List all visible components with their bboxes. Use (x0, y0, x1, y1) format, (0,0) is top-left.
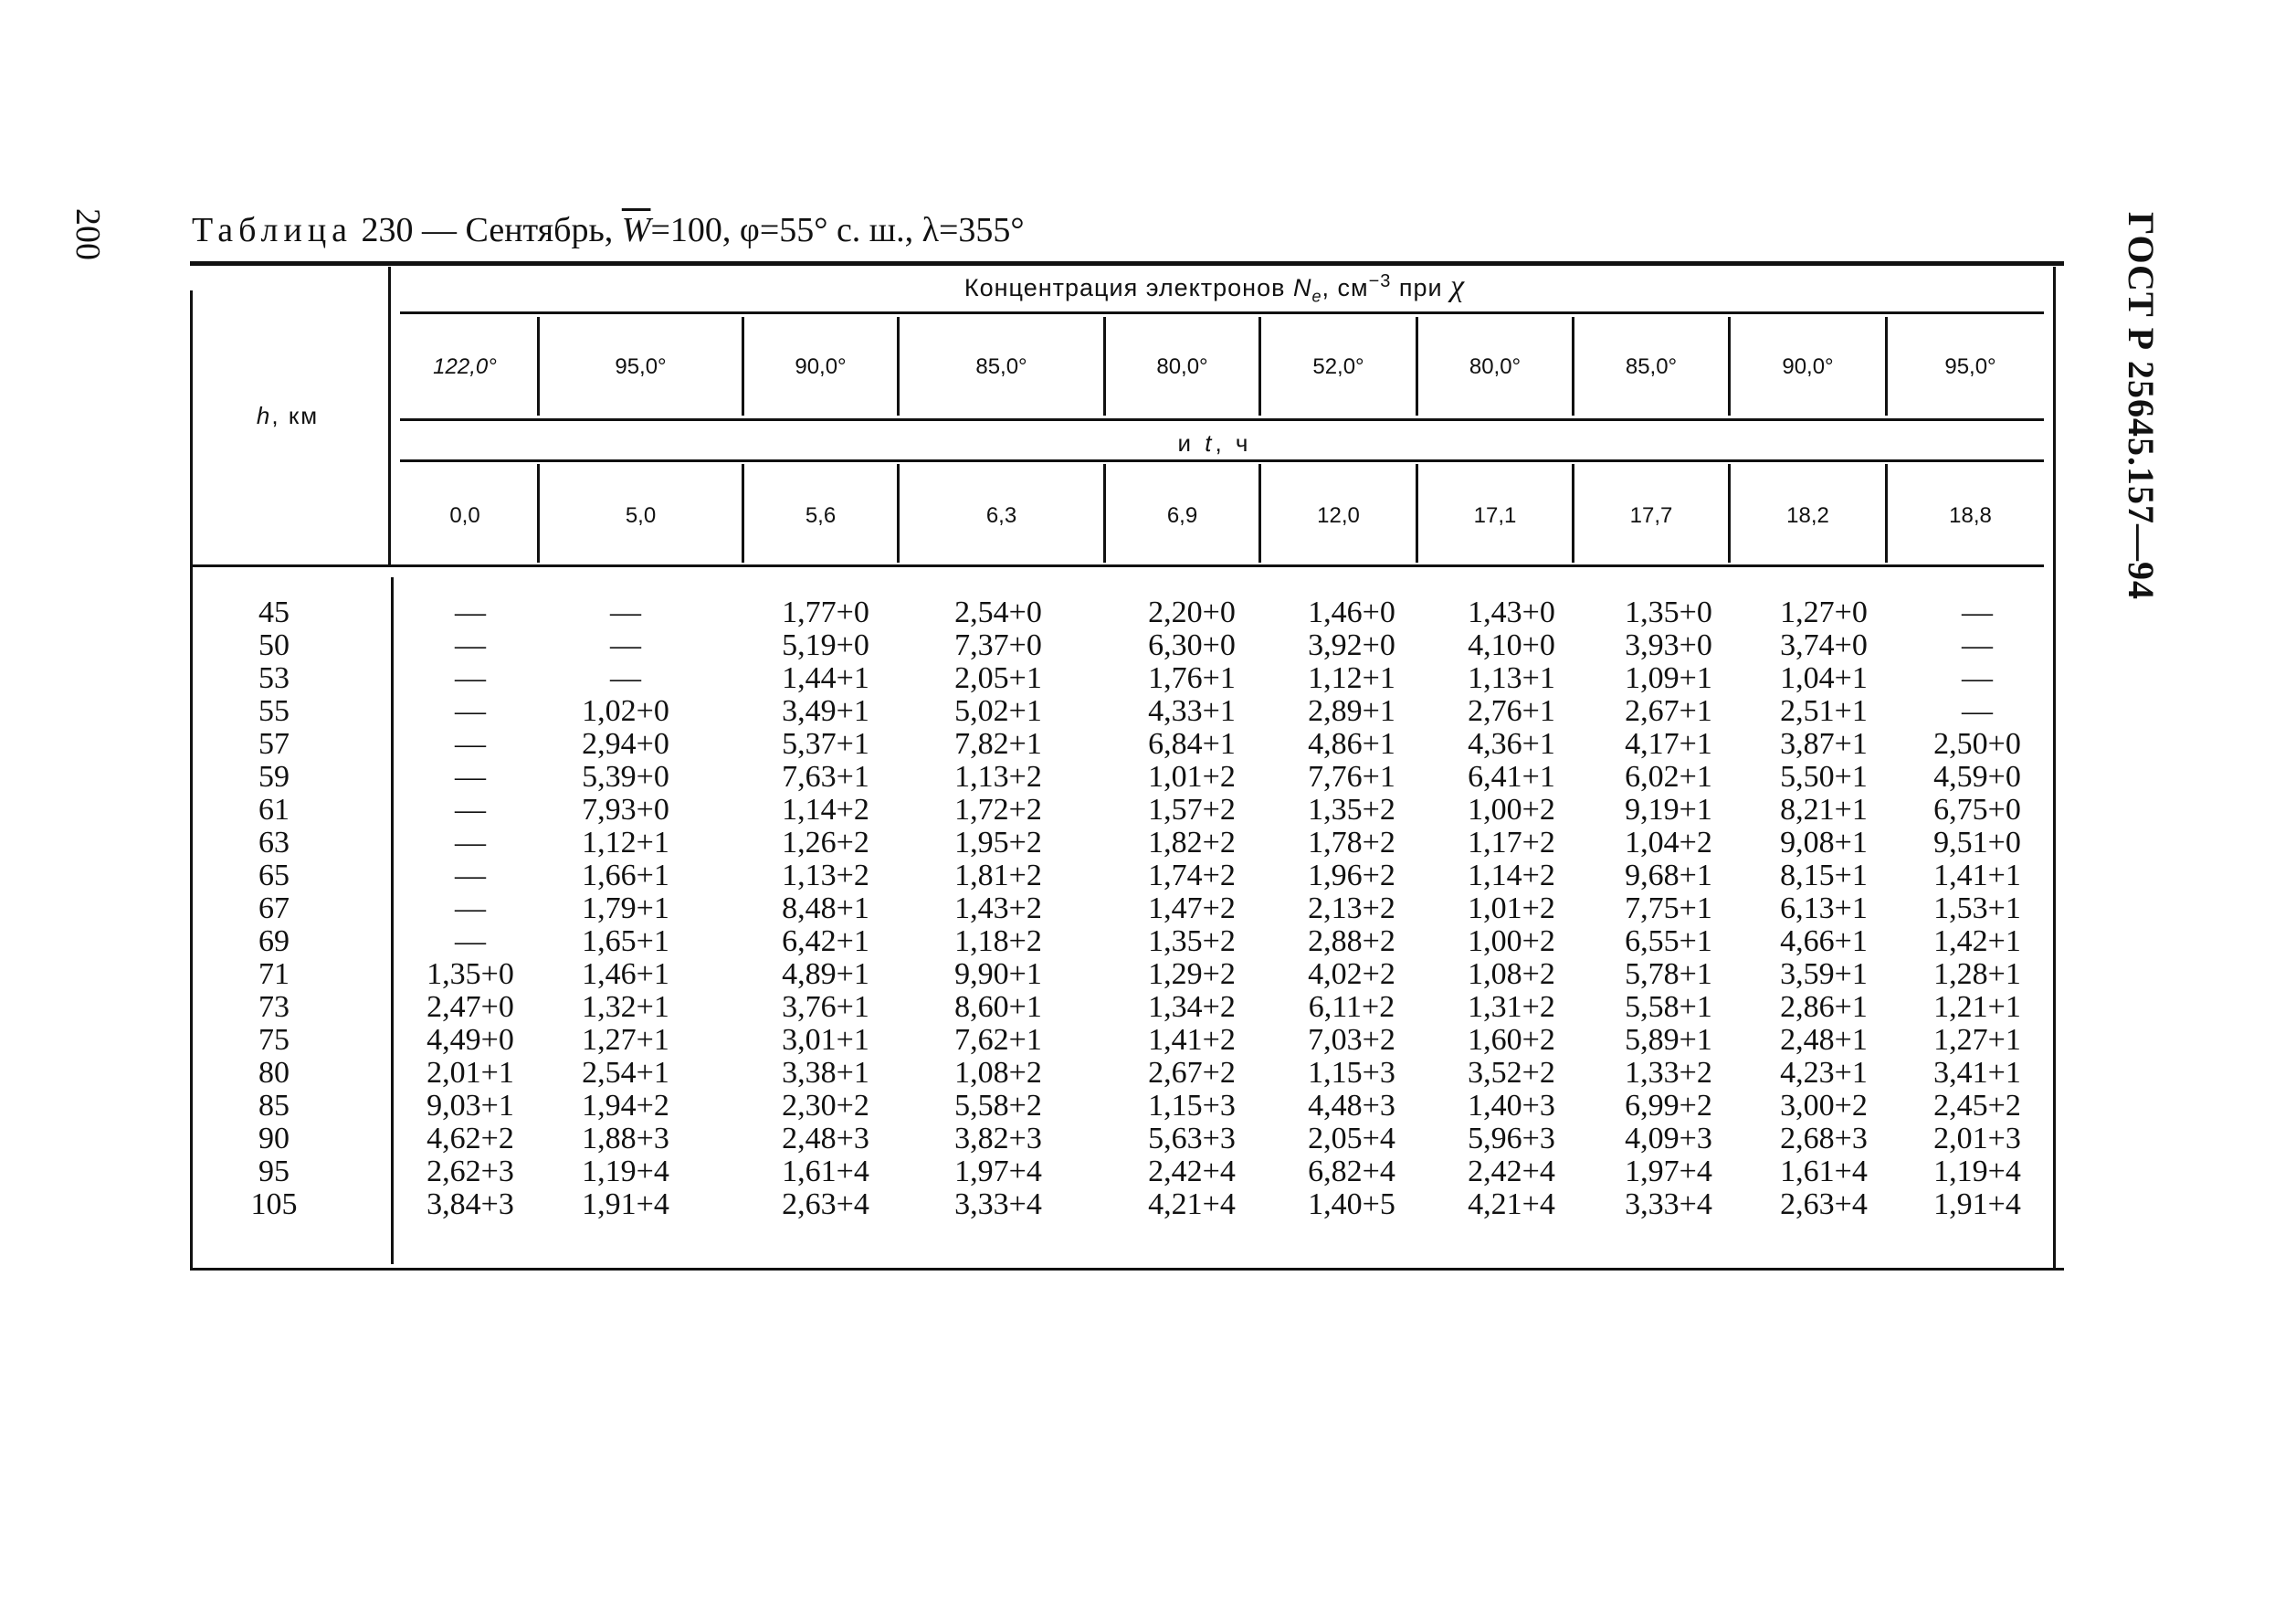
height-cell: 59 (258, 760, 290, 794)
height-cell: 63 (258, 826, 290, 859)
table-cell: 2,01+3 (1933, 1122, 2021, 1155)
table-cell: 1,31+2 (1468, 990, 1555, 1024)
table-cell: 2,54+1 (582, 1056, 669, 1090)
table-cell: 2,50+0 (1933, 727, 2021, 761)
table-cell: 1,01+2 (1468, 891, 1555, 925)
table-cell: 2,67+1 (1625, 694, 1712, 728)
height-cell: 53 (258, 661, 290, 695)
table-cell: 4,21+4 (1468, 1187, 1555, 1221)
table-cell: 3,82+3 (954, 1122, 1042, 1155)
table-cell: 1,79+1 (582, 891, 669, 925)
table-cell: — (455, 596, 486, 629)
table-cell: 1,43+0 (1468, 596, 1555, 629)
table-cell: 2,13+2 (1308, 891, 1395, 925)
table-cell: 3,59+1 (1780, 957, 1868, 991)
data-column (1909, 596, 2046, 1221)
table-cell: 6,82+4 (1308, 1155, 1395, 1188)
table-cell: 1,21+1 (1933, 990, 2021, 1024)
chi-header: 90,0° (1782, 354, 1834, 379)
table-cell: — (610, 661, 641, 695)
header-ne-sub: e (1311, 287, 1322, 306)
table-cell: 6,55+1 (1625, 924, 1712, 958)
table-cell: 8,15+1 (1780, 859, 1868, 892)
header-time-prefix: и (1177, 429, 1206, 457)
table-cell: 1,19+4 (1933, 1155, 2021, 1188)
height-column (228, 596, 320, 1221)
table-cell: 1,72+2 (954, 793, 1042, 827)
height-cell: 71 (258, 957, 290, 991)
height-cell: 85 (258, 1089, 290, 1123)
table-cell: 1,44+1 (782, 661, 869, 695)
table-cell: 1,47+2 (1148, 891, 1236, 925)
table-cell: 1,66+1 (582, 859, 669, 892)
table-cell: 1,14+2 (1468, 859, 1555, 892)
table-cell: — (455, 891, 486, 925)
table-cell: 1,26+2 (782, 826, 869, 859)
table-cell: 2,47+0 (426, 990, 514, 1024)
table-cell: 1,77+0 (782, 596, 869, 629)
data-column (1755, 596, 1892, 1221)
table-cell: 1,12+1 (1308, 661, 1395, 695)
table-cell: 5,58+1 (1625, 990, 1712, 1024)
table-cell: 4,59+0 (1933, 760, 2021, 794)
table-cell: 5,50+1 (1780, 760, 1868, 794)
table-top-rule (190, 261, 2064, 266)
table-cell: 3,74+0 (1780, 628, 1868, 662)
header-rule-3 (400, 459, 2044, 462)
header-rule-2 (400, 418, 2044, 421)
table-cell: 4,36+1 (1468, 727, 1555, 761)
table-cell: 1,04+2 (1625, 826, 1712, 859)
table-cell: 6,13+1 (1780, 891, 1868, 925)
header-time-unit: , ч (1215, 429, 1252, 457)
table-cell: 2,51+1 (1780, 694, 1868, 728)
table-cell: 1,82+2 (1148, 826, 1236, 859)
header-chi: χ (1450, 269, 1466, 303)
table-cell: 3,38+1 (782, 1056, 869, 1090)
table-cell: — (455, 727, 486, 761)
height-cell: 90 (258, 1122, 290, 1155)
chi-header: 85,0° (1625, 354, 1678, 379)
height-cell: 73 (258, 990, 290, 1024)
table-cell: 7,82+1 (954, 727, 1042, 761)
height-cell: 67 (258, 891, 290, 925)
table-cell: 2,68+3 (1780, 1122, 1868, 1155)
time-header: 0,0 (449, 503, 480, 528)
table-cell: 1,74+2 (1148, 859, 1236, 892)
table-cell: 9,19+1 (1625, 793, 1712, 827)
header-ne: N (1292, 274, 1312, 301)
table-cell: 1,94+2 (582, 1089, 669, 1123)
table-cell: 5,39+0 (582, 760, 669, 794)
table-cell: 1,34+2 (1148, 990, 1236, 1024)
table-cell: 7,62+1 (954, 1023, 1042, 1057)
table-cell: 1,43+2 (954, 891, 1042, 925)
height-cell: 45 (258, 596, 290, 629)
table-cell: 9,68+1 (1625, 859, 1712, 892)
table-cell: 4,62+2 (426, 1122, 514, 1155)
data-column (402, 596, 539, 1221)
table-cell: 7,93+0 (582, 793, 669, 827)
table-cell: 5,37+1 (782, 727, 869, 761)
table-cell: 1,61+4 (1780, 1155, 1868, 1188)
table-cell: — (455, 793, 486, 827)
table-cell: 1,76+1 (1148, 661, 1236, 695)
table-cell: 6,11+2 (1308, 990, 1395, 1024)
table-cell: 4,23+1 (1780, 1056, 1868, 1090)
height-cell: 57 (258, 727, 290, 761)
table-cell: 4,21+4 (1148, 1187, 1236, 1221)
data-column (1283, 596, 1420, 1221)
time-header: 5,6 (805, 503, 837, 528)
table-cell: 1,65+1 (582, 924, 669, 958)
header-main-text: Концентрация электронов (963, 274, 1293, 301)
data-column (557, 596, 694, 1221)
height-cell: 50 (258, 628, 290, 662)
table-cell: 1,61+4 (782, 1155, 869, 1188)
table-cell: 6,30+0 (1148, 628, 1236, 662)
h-column-divider-body (391, 577, 394, 1264)
table-bottom-rule (190, 1268, 2064, 1271)
table-cell: 2,54+0 (954, 596, 1042, 629)
table-right-border (2053, 267, 2056, 1270)
table-cell: 1,91+4 (582, 1187, 669, 1221)
table-cell: 1,29+2 (1148, 957, 1236, 991)
table-cell: — (1962, 661, 1993, 695)
header-concentration (393, 269, 2037, 306)
table-cell: 3,00+2 (1780, 1089, 1868, 1123)
table-cell: 2,42+4 (1148, 1155, 1236, 1188)
table-cell: 8,48+1 (782, 891, 869, 925)
table-cell: 3,93+0 (1625, 628, 1712, 662)
height-cell: 55 (258, 694, 290, 728)
table-cell: 1,88+3 (582, 1122, 669, 1155)
time-header: 18,8 (1949, 503, 1992, 528)
table-cell: 4,49+0 (426, 1023, 514, 1057)
table-cell: 7,75+1 (1625, 891, 1712, 925)
table-cell: 2,05+1 (954, 661, 1042, 695)
table-cell: 6,84+1 (1148, 727, 1236, 761)
height-cell: 61 (258, 793, 290, 827)
table-cell: 1,46+1 (582, 957, 669, 991)
table-cell: 1,08+2 (954, 1056, 1042, 1090)
chi-header: 95,0° (1944, 354, 1996, 379)
table-cell: 1,12+1 (582, 826, 669, 859)
table-cell: 4,89+1 (782, 957, 869, 991)
data-column (930, 596, 1067, 1221)
table-cell: 1,46+0 (1308, 596, 1395, 629)
table-cell: 7,76+1 (1308, 760, 1395, 794)
table-cell: 6,75+0 (1933, 793, 2021, 827)
table-cell: — (455, 760, 486, 794)
table-cell: 1,17+2 (1468, 826, 1555, 859)
table-cell: 1,35+2 (1308, 793, 1395, 827)
table-cell: 6,02+1 (1625, 760, 1712, 794)
table-cell: 1,97+4 (954, 1155, 1042, 1188)
header-h-var: h (256, 402, 272, 429)
time-header: 6,3 (985, 503, 1017, 528)
table-cell: 2,48+3 (782, 1122, 869, 1155)
table-cell: 7,03+2 (1308, 1023, 1395, 1057)
table-cell: — (610, 628, 641, 662)
chi-header: 85,0° (975, 354, 1027, 379)
chi-header: 52,0° (1312, 354, 1364, 379)
table-cell: 2,30+2 (782, 1089, 869, 1123)
table-cell: 2,05+4 (1308, 1122, 1395, 1155)
table-cell: 1,78+2 (1308, 826, 1395, 859)
table-cell: 1,91+4 (1933, 1187, 2021, 1221)
height-cell: 75 (258, 1023, 290, 1057)
table-cell: 5,89+1 (1625, 1023, 1712, 1057)
table-cell: 3,41+1 (1933, 1056, 2021, 1090)
chi-header: 122,0° (433, 354, 497, 379)
header-bottom-rule (190, 564, 2044, 567)
table-cell: 6,41+1 (1468, 760, 1555, 794)
data-column (757, 596, 894, 1221)
table-cell: 3,76+1 (782, 990, 869, 1024)
chi-header: 95,0° (615, 354, 667, 379)
table-cell: 1,15+3 (1148, 1089, 1236, 1123)
chi-header: 80,0° (1469, 354, 1522, 379)
table-cell: 4,09+3 (1625, 1122, 1712, 1155)
table-cell: 1,02+0 (582, 694, 669, 728)
table-cell: 7,37+0 (954, 628, 1042, 662)
table-cell: 9,51+0 (1933, 826, 2021, 859)
table-left-border (190, 290, 193, 1270)
time-header: 6,9 (1166, 503, 1198, 528)
table-cell: — (455, 859, 486, 892)
data-column (1443, 596, 1580, 1221)
table-cell: 4,02+2 (1308, 957, 1395, 991)
header-time (393, 429, 2037, 458)
header-unit-sup: −3 (1368, 271, 1392, 291)
table-cell: 1,41+1 (1933, 859, 2021, 892)
table-cell: — (455, 826, 486, 859)
table-cell: — (455, 694, 486, 728)
table-cell: — (455, 661, 486, 695)
table-cell: — (455, 628, 486, 662)
table-cell: 4,66+1 (1780, 924, 1868, 958)
table-cell: 1,28+1 (1933, 957, 2021, 991)
table-cell: 1,42+1 (1933, 924, 2021, 958)
table-caption (192, 210, 1025, 250)
caption-label: Таблица (192, 211, 353, 249)
table-cell: 2,94+0 (582, 727, 669, 761)
table-cell: 1,35+0 (1625, 596, 1712, 629)
table-cell: 1,27+1 (582, 1023, 669, 1057)
table-cell: 5,02+1 (954, 694, 1042, 728)
table-cell: 1,32+1 (582, 990, 669, 1024)
time-header: 12,0 (1317, 503, 1360, 528)
table-cell: 1,13+1 (1468, 661, 1555, 695)
header-time-var: t (1205, 429, 1216, 457)
table-cell: 2,01+1 (426, 1056, 514, 1090)
header-pri: при (1391, 274, 1451, 301)
table-cell: 3,49+1 (782, 694, 869, 728)
table-cell: 5,63+3 (1148, 1122, 1236, 1155)
table-cell: 4,86+1 (1308, 727, 1395, 761)
height-cell: 105 (250, 1187, 298, 1221)
table-cell: 2,42+4 (1468, 1155, 1555, 1188)
document-code: ГОСТ Р 25645.157—94 (2121, 212, 2162, 601)
table-cell: 1,13+2 (954, 760, 1042, 794)
table-cell: 6,99+2 (1625, 1089, 1712, 1123)
table-cell: 3,01+1 (782, 1023, 869, 1057)
table-cell: 8,60+1 (954, 990, 1042, 1024)
table-cell: 1,60+2 (1468, 1023, 1555, 1057)
table-cell: 1,57+2 (1148, 793, 1236, 827)
header-unit: , см (1322, 274, 1369, 301)
table-cell: 1,81+2 (954, 859, 1042, 892)
height-cell: 65 (258, 859, 290, 892)
table-cell: 1,19+4 (582, 1155, 669, 1188)
table-cell: 1,41+2 (1148, 1023, 1236, 1057)
table-cell: 9,90+1 (954, 957, 1042, 991)
table-cell: 9,08+1 (1780, 826, 1868, 859)
table-cell: 1,00+2 (1468, 924, 1555, 958)
table-cell: 3,84+3 (426, 1187, 514, 1221)
table-cell: 1,35+0 (426, 957, 514, 991)
table-cell: 3,33+4 (1625, 1187, 1712, 1221)
chi-header: 80,0° (1156, 354, 1208, 379)
table-cell: 1,40+5 (1308, 1187, 1395, 1221)
table-cell: — (455, 924, 486, 958)
table-cell: 2,76+1 (1468, 694, 1555, 728)
table-cell: 4,48+3 (1308, 1089, 1395, 1123)
table-cell: 2,45+2 (1933, 1089, 2021, 1123)
table-cell: 2,48+1 (1780, 1023, 1868, 1057)
time-header: 17,1 (1473, 503, 1517, 528)
height-cell: 95 (258, 1155, 290, 1188)
table-cell: 7,63+1 (782, 760, 869, 794)
table-cell: — (1962, 628, 1993, 662)
table-cell: 1,09+1 (1625, 661, 1712, 695)
table-cell: 2,86+1 (1780, 990, 1868, 1024)
table-cell: 5,96+3 (1468, 1122, 1555, 1155)
page-number: 200 (68, 208, 107, 260)
table-cell: 1,14+2 (782, 793, 869, 827)
table-cell: 1,96+2 (1308, 859, 1395, 892)
caption-number: 230 (361, 211, 414, 249)
table-cell: 1,01+2 (1148, 760, 1236, 794)
time-header: 5,0 (625, 503, 657, 528)
time-header: 17,7 (1629, 503, 1673, 528)
table-cell: — (610, 596, 641, 629)
table-cell: 1,40+3 (1468, 1089, 1555, 1123)
table-cell: 1,35+2 (1148, 924, 1236, 958)
chi-header: 90,0° (795, 354, 847, 379)
table-cell: 1,04+1 (1780, 661, 1868, 695)
table-cell: 5,78+1 (1625, 957, 1712, 991)
table-cell: 8,21+1 (1780, 793, 1868, 827)
table-cell: 5,19+0 (782, 628, 869, 662)
table-cell: 3,92+0 (1308, 628, 1395, 662)
caption-text-b: =100, φ=55° с. ш., λ=355° (650, 211, 1025, 249)
table-cell: 2,89+1 (1308, 694, 1395, 728)
table-cell: 5,58+2 (954, 1089, 1042, 1123)
time-header: 18,2 (1786, 503, 1829, 528)
table-cell: 1,33+2 (1625, 1056, 1712, 1090)
header-height (192, 402, 384, 430)
table-cell: 2,20+0 (1148, 596, 1236, 629)
caption-text-a: — Сентябрь, (413, 211, 622, 249)
table-cell: 2,67+2 (1148, 1056, 1236, 1090)
table-cell: 9,03+1 (426, 1089, 514, 1123)
table-cell: 6,42+1 (782, 924, 869, 958)
table-cell: 1,27+0 (1780, 596, 1868, 629)
table-cell: 1,00+2 (1468, 793, 1555, 827)
table-cell: 4,17+1 (1625, 727, 1712, 761)
table-cell: — (1962, 694, 1993, 728)
table-cell: 1,08+2 (1468, 957, 1555, 991)
caption-w-symbol: $\overline{W}$ (621, 211, 651, 249)
table-cell: 4,33+1 (1148, 694, 1236, 728)
table-cell: 3,52+2 (1468, 1056, 1555, 1090)
height-cell: 80 (258, 1056, 290, 1090)
table-cell: 1,95+2 (954, 826, 1042, 859)
header-h-unit: , км (271, 402, 320, 429)
table-cell: 1,18+2 (954, 924, 1042, 958)
table-cell: — (1962, 596, 1993, 629)
table-cell: 1,53+1 (1933, 891, 2021, 925)
table-cell: 1,15+3 (1308, 1056, 1395, 1090)
table-cell: 1,97+4 (1625, 1155, 1712, 1188)
table-cell: 4,10+0 (1468, 628, 1555, 662)
table-cell: 1,27+1 (1933, 1023, 2021, 1057)
height-cell: 69 (258, 924, 290, 958)
table-cell: 2,63+4 (1780, 1187, 1868, 1221)
table-cell: 2,63+4 (782, 1187, 869, 1221)
table-cell: 2,62+3 (426, 1155, 514, 1188)
table-cell: 1,13+2 (782, 859, 869, 892)
table-cell: 2,88+2 (1308, 924, 1395, 958)
data-column (1123, 596, 1260, 1221)
table-cell: 3,87+1 (1780, 727, 1868, 761)
table-cell: 3,33+4 (954, 1187, 1042, 1221)
data-column (1600, 596, 1737, 1221)
header-rule-1 (400, 311, 2044, 314)
h-column-divider (388, 267, 391, 566)
